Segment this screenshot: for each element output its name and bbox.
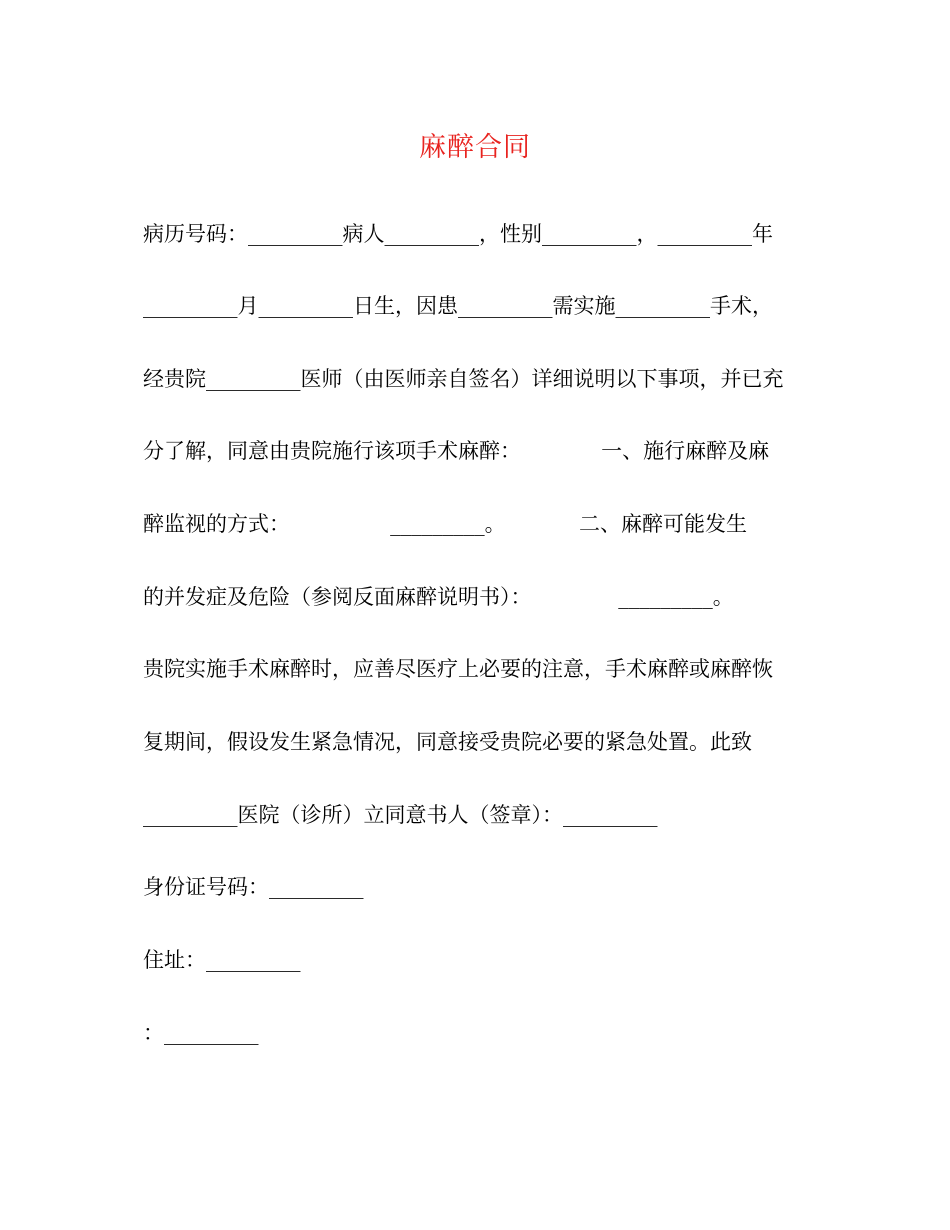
body-line: 的并发症及危险（参阅反面麻醉说明书）： _________。 [143,585,734,609]
document-title: 麻醉合同 [419,132,531,163]
blank-field-line: ：_________ [143,1021,259,1045]
body-line: 贵院实施手术麻醉时，应善尽医疗上必要的注意，手术麻醉或麻醉恢 [143,657,773,681]
address-line: 住址：_________ [143,948,301,972]
body-line: _________月_________日生，因患_________需实施_________手术， [143,294,773,318]
signature-line: _________医院（诊所）立同意书人（签章）：_________ [143,803,658,827]
body-line: 复期间，假设发生紧急情况，同意接受贵院必要的紧急处置。此致 [143,730,752,754]
body-line: 经贵院_________医师（由医师亲自签名）详细说明以下事项，并已充 [143,367,784,391]
id-number-line: 身份证号码：_________ [143,875,364,899]
body-line: 病历号码：_________病人_________，性别_________，_________年 [143,222,773,246]
body-line: 醉监视的方式： _________。 二、麻醉可能发生 [143,512,748,536]
body-line: 分了解，同意由贵院施行该项手术麻醉： 一、施行麻醉及麻 [143,439,770,463]
